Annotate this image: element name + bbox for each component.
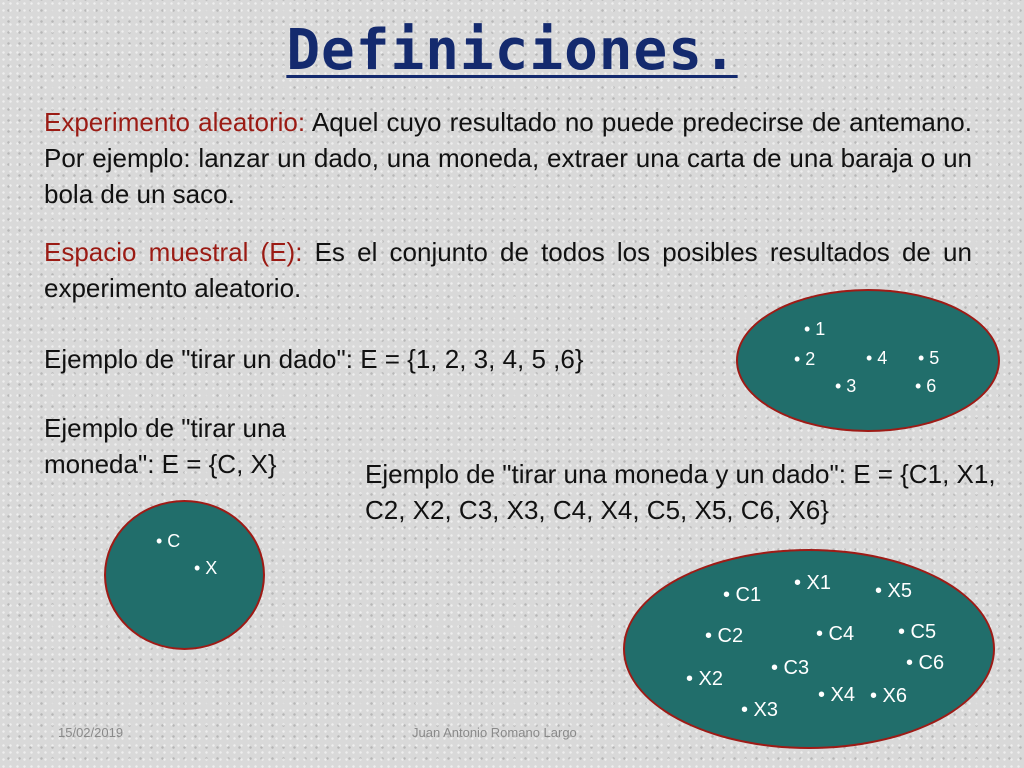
set-element: • 6 (915, 376, 937, 396)
set-element: • X4 (818, 684, 856, 706)
set-element: • 2 (794, 349, 816, 369)
set-element: • X2 (686, 668, 724, 690)
set-element: • 3 (835, 376, 857, 396)
set-element: • X6 (870, 685, 908, 707)
sample-space-combo-ellipse (623, 549, 995, 749)
set-element: • C (156, 531, 181, 551)
set-element: • 1 (804, 319, 826, 339)
definition-text: Es el conjunto de todos los posibles resultados de un experimento aleatorio. (44, 237, 972, 303)
definition-term: Espacio muestral (E): (44, 237, 303, 267)
set-element: • X5 (875, 580, 913, 602)
set-element: • C1 (723, 584, 762, 606)
definition-experimento-aleatorio (44, 104, 972, 212)
set-element: • 5 (918, 348, 940, 368)
slide-title: Definiciones. (286, 18, 738, 83)
set-element: • C5 (898, 621, 937, 643)
set-element: • X1 (794, 572, 832, 594)
example-moneda: Ejemplo de "tirar una moneda": E = {C, X} (44, 413, 286, 479)
footer-author: Juan Antonio Romano Largo (412, 725, 577, 740)
set-element: • C4 (816, 623, 855, 645)
example-moneda-y-dado: Ejemplo de "tirar una moneda y un dado": E = {C1, X1, C2, X2, C3, X3, C4, X4, C5, X5, C6, X6} (365, 459, 996, 525)
set-element: • 4 (866, 348, 888, 368)
definition-term: Experimento aleatorio: (44, 107, 306, 137)
set-element: • X (194, 558, 218, 578)
definition-text: Aquel cuyo resultado no puede predecirse de antemano. Por ejemplo: lanzar un dado, una moneda, extraer una carta de una baraja o un bola de un saco. (44, 107, 972, 209)
set-element: • C2 (705, 625, 744, 647)
example-dado: Ejemplo de "tirar un dado": E = {1, 2, 3, 4, 5 ,6} (44, 344, 584, 374)
sample-space-moneda-ellipse (104, 500, 265, 650)
sample-space-dado-ellipse (736, 289, 1000, 432)
set-element: • X3 (741, 699, 779, 721)
set-element: • C3 (771, 657, 810, 679)
footer-date: 15/02/2019 (58, 725, 124, 740)
set-element: • C6 (906, 652, 945, 674)
